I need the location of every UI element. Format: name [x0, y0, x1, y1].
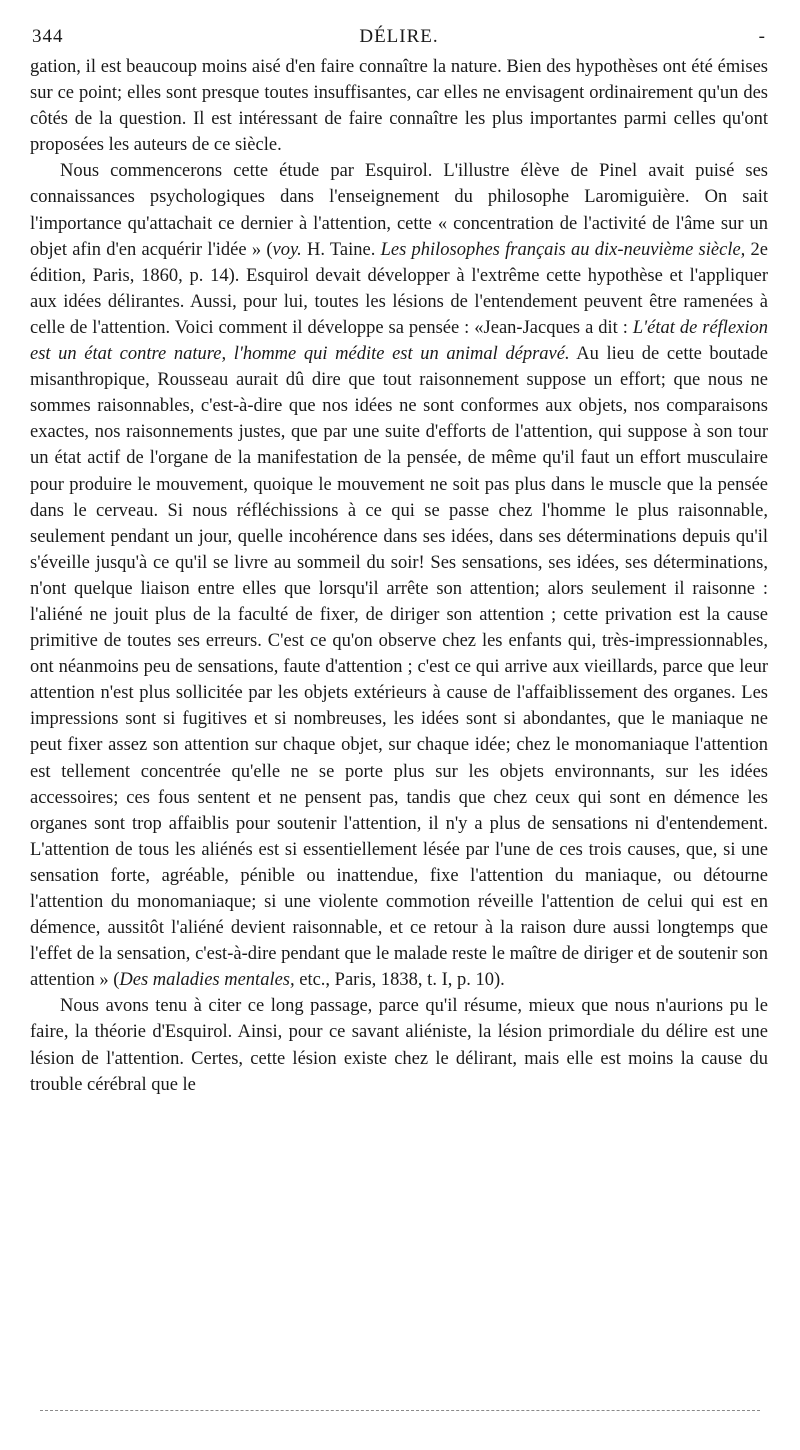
italic-text: Des maladies mentales,	[119, 970, 295, 991]
body-text	[30, 54, 768, 1098]
italic-text: voy.	[272, 239, 302, 260]
italic-text: Les philosophes français au dix-neuvième siècle,	[380, 239, 746, 260]
italic-text: L'état de réflexion est un état contre nature, l'homme qui médite est un animal dépravé.	[30, 317, 769, 365]
text-run: H. Taine.	[301, 239, 381, 260]
text-run: gation, il est beaucoup moins aisé d'en faire connaître la nature. Bien des hypothèses ont été émises sur ce point; elles sont presque toutes insuffisantes, car elles ne envisagent ordinairement qu'un des côtés de la question. Il est intéressant de faire connaître les plus importantes parmi celles qu'ont proposées les auteurs de ce siècle.	[30, 57, 768, 156]
page-header	[30, 24, 768, 54]
text-run: Nous avons tenu à citer ce long passage, parce qu'il résume, mieux que nous n'aurions pu le faire, la théorie d'Esquirol. Ainsi, pour ce savant aliéniste, la lésion primordiale du délire est une lésion de l'attention. Certes, cette lésion existe chez le délirant, mais elle est moins la cause du trouble cérébral que le	[30, 996, 768, 1095]
running-title: DÉLIRE.	[359, 26, 439, 47]
page-number: 344	[32, 26, 64, 47]
paragraph	[30, 158, 768, 993]
text-run: Nous commencerons cette étude par Esquirol. L'illustre élève de Pinel avait puisé ses connaissances psychologiques dans l'enseignement du philosophe Laromiguière. On sait l'importance qu'attachait ce dernier à l'attention, cette « concentration de l'activité de l'âme sur un objet afin d'en acquérir l'idée » (	[30, 161, 768, 260]
text-run: Au lieu de cette boutade misanthropique, Rousseau aurait dû dire que tout raisonnement suppose un effort; que nous ne sommes raisonnables, c'est-à-dire que nos idées ne sont conformes aux objets, nos comparaisons exactes, nos raisonnements justes, que par une suite d'efforts de l'attention, qui suppose à son tour un état actif de l'organe de la manifestation de la pensée, de même qu'il faut un effort musculaire pour produire le mouvement, quoique le mouvement ne soit pas plus dans le muscle que la pensée dans le cerveau. Si nous réfléchissions à ce qui se passe chez l'homme le plus raisonnable, seulement pendant un jour, quelle incohérence dans ses idées, dans ses déterminations depuis qu'il s'éveille jusqu'à ce qu'il se livre au sommeil du soir! Ses sensations, ses idées, ses déterminations, n'ont quelque liaison entre elles que lorsqu'il arrête son attention; alors seulement il raisonne : l'aliéné ne jouit plus de la faculté de fixer, de diriger son attention ; cette privation est la cause primitive de toutes ses erreurs. C'est ce qu'on observe chez les enfants qui, très-impressionnables, ont néanmoins peu de sensations, faute d'attention ; c'est ce qui arrive aux vieillards, parce que leur attention n'est plus sollicitée par les objets extérieurs à cause de l'affaiblissement des organes. Les impressions sont si fugitives et si nombreuses, les idées sont si abondantes, que le maniaque ne peut fixer assez son attention sur chaque objet, sur chaque idée; chez le monomaniaque l'attention est tellement concentrée qu'elle ne se porte plus sur les objets environnants, sur les idées accessoires; ces fous sentent et ne pensent pas, tandis que chez ceux qui sont en démence les organes sont trop affaiblis pour soutenir l'attention, il n'y a plus de sensations ni d'entendement. L'attention de tous les aliénés est si essentiellement lésée par l'une de ces trois causes, que, si une sensation forte, agréable, pénible ou inattendue, fixe l'attention du maniaque, ou détourne l'attention du monomaniaque; si une violente commotion réveille l'attention de celui qui est en démence, aussitôt l'aliéné devient raisonnable, et ce retour à la raison dure aussi longtemps que l'effet de la sensation, c'est-à-dire pendant que le malade reste le maître de diriger et de soutenir son attention » (	[30, 344, 768, 991]
footer-rule	[40, 1410, 760, 1411]
text-run: etc., Paris, 1838, t. I, p. 10).	[294, 970, 505, 991]
header-mark: -	[758, 26, 766, 47]
book-page	[30, 24, 768, 1098]
text-run: 2e édition, Paris, 1860, p. 14). Esquirol devait développer à l'extrême cette hypothèse et l'appliquer aux idées délirantes. Aussi, pour lui, toutes les lésions de l'entendement peuvent être ramenées à celle de l'attention. Voici comment il développe sa pensée : «Jean-Jacques a dit :	[30, 239, 768, 338]
paragraph	[30, 993, 768, 1097]
paragraph	[30, 54, 768, 158]
